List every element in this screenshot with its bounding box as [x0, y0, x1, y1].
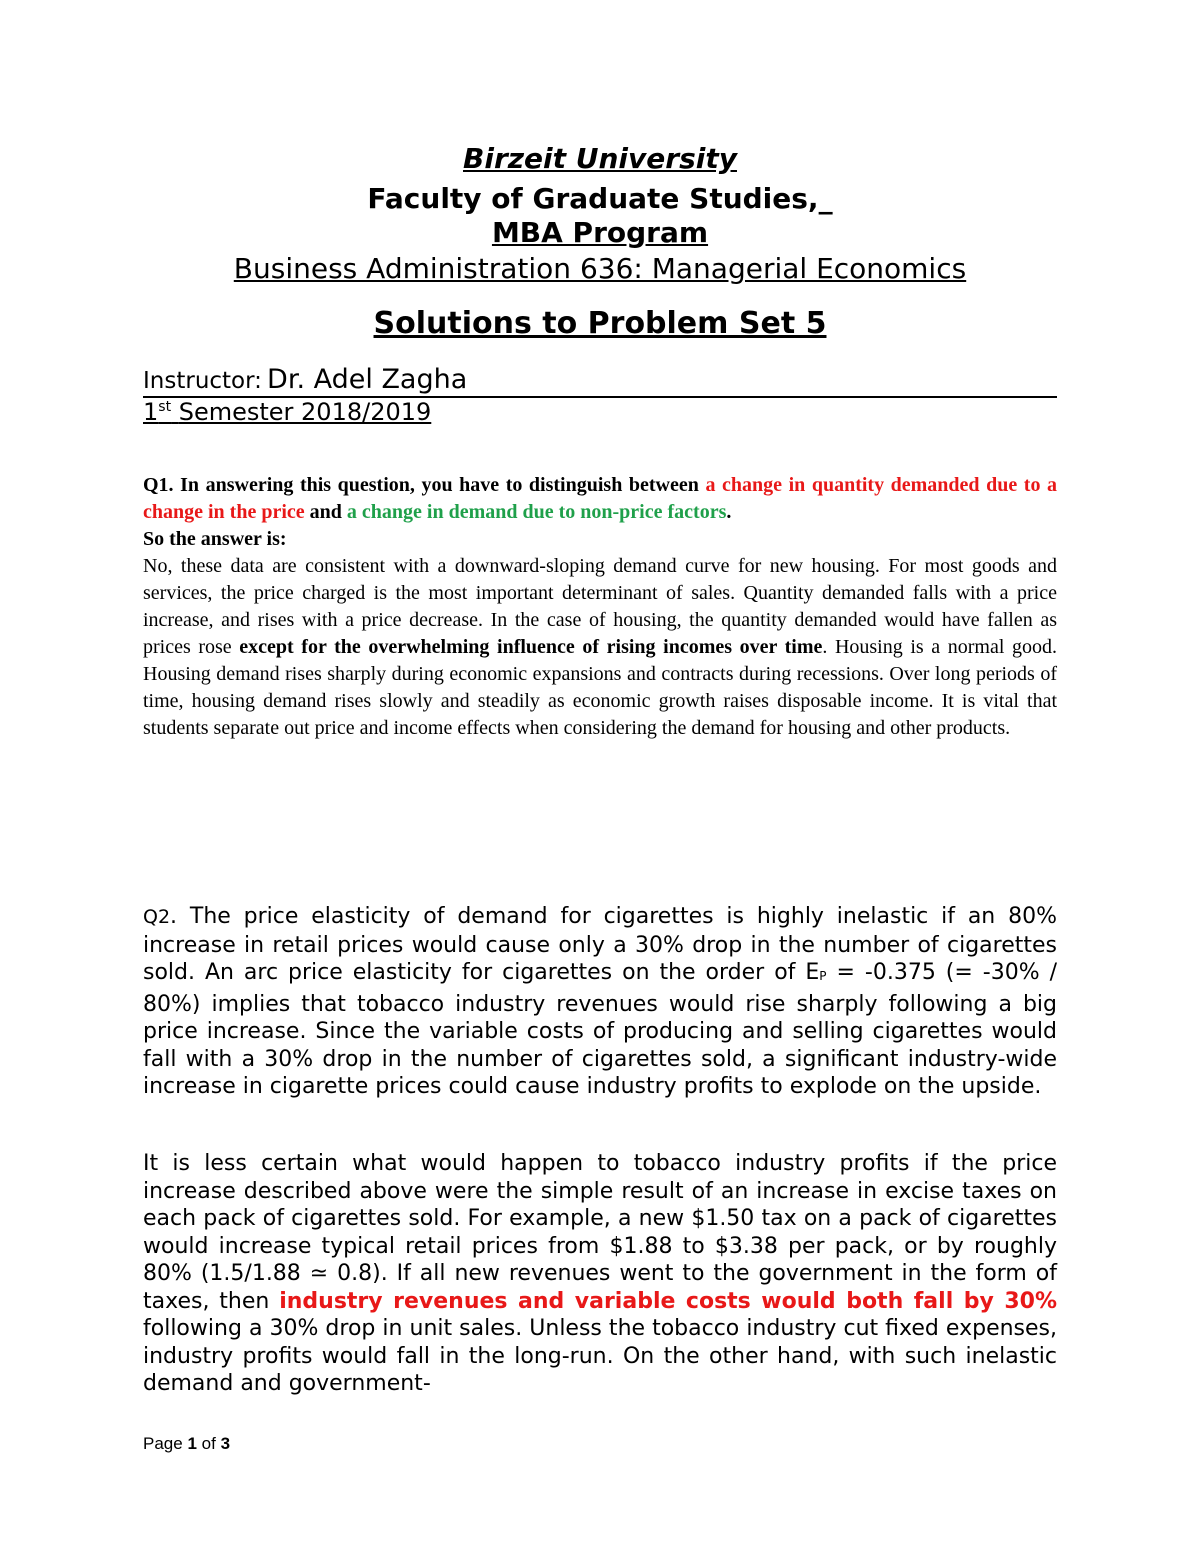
q1-answer-text: No, these data are consistent with a downward-sloping demand curve for new housing. For most goods and services, the price charged is the most important determinant of sales. Quantity demanded falls with a price increase, and rises with a price decrease. In the case of housing, the quantity demanded would have fallen as prices rose — [143, 555, 1057, 658]
q2-p2-text-a: It is less certain what would happen to tobacco industry profits if the price increase described above were the simple result of an increase in excise taxes on each pack of cigarettes sold. For example, a new $1.50 tax on a pack of cigarettes would increase typical retail prices from $1.88 to $3.38 per pack, or by roughly 80% (1.5/1.88 ≃ 0.8). If all new revenues went to the government in the form of taxes, then — [143, 1151, 1057, 1314]
faculty-name: Faculty of Graduate Studies,_ — [367, 182, 833, 215]
document-title: Solutions to Problem Set 5 — [373, 306, 827, 341]
q2-paragraph-2 — [143, 1150, 1057, 1398]
q2-p2-text-b: following a 30% drop in unit sales. Unless the tobacco industry cut fixed expenses, industry profits would fall in the long-run. On the other hand, with such inelastic demand and government- — [143, 1316, 1057, 1396]
instructor-label: Instructor: — [143, 368, 262, 394]
program-name: MBA Program — [491, 216, 709, 249]
q1-answer-emphasis: except for the overwhelming influence of rising incomes over time — [239, 636, 823, 658]
course-title: Business Administration 636: Managerial Economics — [233, 252, 967, 285]
instructor-name: Dr. Adel Zagha — [267, 364, 468, 395]
q1-and: and — [309, 501, 342, 523]
q1-answer-label: So the answer is: — [143, 528, 287, 550]
q1-intro-end: . — [726, 501, 732, 523]
instructor-line — [143, 364, 1057, 398]
q2-paragraph-1 — [143, 903, 1057, 1101]
footer-of-word: of — [201, 1434, 216, 1453]
semester-ordinal: 1 — [143, 398, 159, 426]
footer-page-total: 3 — [220, 1434, 231, 1453]
q1-section — [143, 472, 1057, 742]
q2-p2-highlight: industry revenues and variable costs would both fall by 30% — [279, 1288, 1058, 1314]
q1-quantity-change-phrase: a change in quantity demanded due to a change in the price — [143, 474, 1058, 523]
semester-text: Semester 2018/2019 — [178, 398, 432, 426]
footer-page-number: 1 — [187, 1434, 197, 1453]
page-footer — [143, 1434, 230, 1454]
semester-line — [143, 398, 431, 426]
q1-demand-change-phrase: a change in demand due to non-price factors — [346, 501, 727, 523]
q1-label: Q1. — [143, 474, 174, 496]
university-name: Birzeit University — [463, 142, 737, 175]
q1-answer-text-end: . Housing is a normal good. Housing demand rises sharply during economic expansions and contracts during recessions. Over long periods of time, housing demand rises slowly and steadily as economic growth raises disposable income. It is vital that students separate out price and income effects when considering the demand for housing and other products. — [143, 636, 1057, 739]
q2-elasticity-subscript: P — [819, 969, 827, 983]
semester-ordinal-suffix: st — [158, 399, 172, 415]
q2-text-b: = -0.375 (= -30% / 80%) implies that tobacco industry revenues would rise sharply following a big price increase. Since the variable costs of producing and selling cigarettes would fall with a 30% drop in the number of cigarettes sold, a significant industry-wide increase in cigarette prices could cause industry profits to explode on the upside. — [143, 960, 1057, 1099]
q1-intro: In answering this question, you have to distinguish between — [180, 474, 699, 496]
q2-label: Q2 — [143, 906, 171, 928]
q2-text-a: . The price elasticity of demand for cigarettes is highly inelastic if an 80% increase in retail prices would cause only a 30% drop in the number of cigarettes sold. An arc price elasticity for cigarettes on the order of E — [143, 904, 1057, 985]
footer-page-word: Page — [143, 1434, 183, 1453]
